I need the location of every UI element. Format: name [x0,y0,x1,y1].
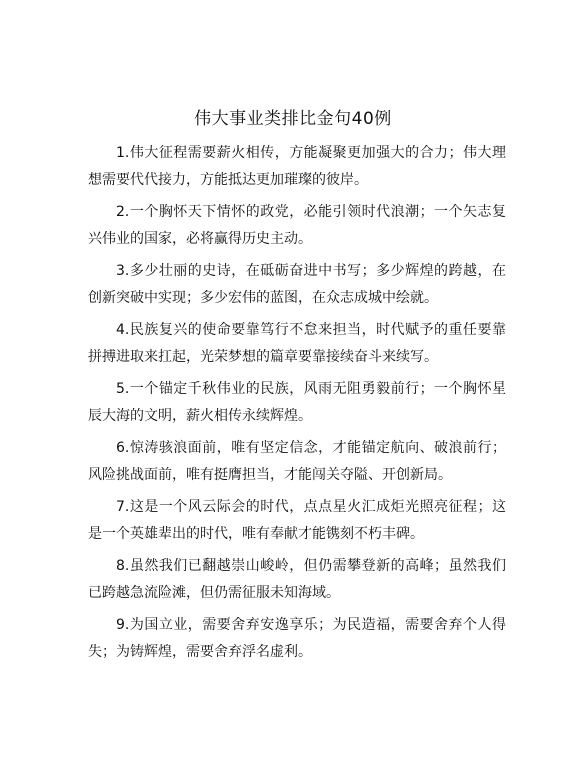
paragraph-9: 9.为国立业，需要舍弃安逸享乐；为民造福，需要舍弃个人得失；为铸辉煌，需要舍弃浮名虚利。 [88,617,506,660]
document-title: 伟大事业类排比金句40例 [194,109,392,129]
paragraph-1: 1.伟大征程需要薪火相传，方能凝聚更加强大的合力；伟大理想需要代代接力，方能抵达更加璀璨的彼岸。 [88,145,506,188]
paragraph-3: 3.多少壮丽的史诗，在砥砺奋进中书写；多少辉煌的跨越，在创新突破中实现；多少宏伟的蓝图，在众志成城中绘就。 [88,263,506,306]
paragraph-2: 2.一个胸怀天下情怀的政党，必能引领时代浪潮；一个矢志复兴伟业的国家，必将赢得历史主动。 [88,204,506,247]
paragraph-5: 5.一个锚定千秋伟业的民族，风雨无阻勇毅前行；一个胸怀星辰大海的文明，薪火相传永续辉煌。 [88,381,506,424]
paragraph-6: 6.惊涛骇浪面前，唯有坚定信念，才能锚定航向、破浪前行；风险挑战面前，唯有挺膺担当，才能闯关夺隘、开创新局。 [88,440,506,483]
paragraph-8: 8.虽然我们已翻越崇山峻岭，但仍需攀登新的高峰；虽然我们已跨越急流险滩，但仍需征服未知海域。 [88,558,506,601]
paragraph-4: 4.民族复兴的使命要靠笃行不怠来担当，时代赋予的重任要靠拼搏进取来扛起，光荣梦想的篇章要靠接续奋斗来续写。 [88,322,506,365]
paragraph-7: 7.这是一个风云际会的时代，点点星火汇成炬光照亮征程；这是一个英雄辈出的时代，唯有奉献才能镌刻不朽丰碑。 [88,499,506,542]
